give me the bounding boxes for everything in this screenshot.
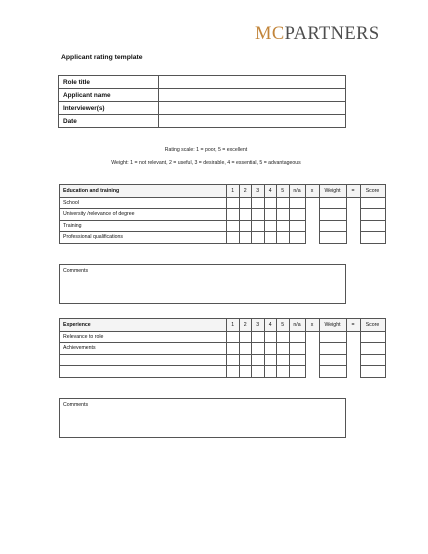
section-heading: Education and training [60,185,227,198]
weight-cell[interactable] [319,343,346,355]
rating-cell[interactable] [264,220,277,232]
rating-cell[interactable] [264,209,277,221]
rating-cell[interactable] [239,343,252,355]
weight-cell[interactable] [319,220,346,232]
rating-cell[interactable] [239,366,252,378]
rating-cell[interactable] [227,220,240,232]
info-row [59,115,346,128]
col-2: 2 [239,185,252,198]
comments-box[interactable] [59,264,346,304]
info-label: Date [59,115,159,128]
table-row [60,354,386,366]
rating-cell[interactable] [277,331,290,343]
col-1: 1 [227,319,240,332]
spacer-cell [346,331,360,343]
score-cell[interactable] [360,366,385,378]
na-cell[interactable] [289,209,305,221]
rating-cell[interactable] [227,331,240,343]
page-title: Applicant rating template [61,54,143,61]
spacer-cell [346,220,360,232]
criterion-label: University /relevance of degree [60,209,227,221]
equals-sign: = [346,185,360,198]
rating-scale-note: Rating scale: 1 = poor, 5 = excellent [164,147,248,153]
info-row [59,102,346,115]
multiply-sign: x [305,185,319,198]
rating-cell[interactable] [239,232,252,244]
weight-scale-note: Weight: 1 = not relevant, 2 = useful, 3 = desirable, 4 = essential, 5 = advantageous [111,160,301,166]
spacer-cell [305,209,319,221]
score-cell[interactable] [360,343,385,355]
table-row [60,366,386,378]
rating-cell[interactable] [252,232,265,244]
applicant-info-table [58,75,346,128]
spacer-cell [305,366,319,378]
col-2: 2 [239,319,252,332]
rating-cell[interactable] [252,197,265,209]
rating-cell[interactable] [264,366,277,378]
col-score: Score [360,185,385,198]
col-weight: Weight [319,319,346,332]
na-cell[interactable] [289,232,305,244]
table-header-row [60,185,386,198]
table-row [60,197,386,209]
na-cell[interactable] [289,220,305,232]
col-4: 4 [264,319,277,332]
spacer-cell [346,343,360,355]
criterion-label: Training [60,220,227,232]
rating-cell[interactable] [227,232,240,244]
rating-cell[interactable] [252,220,265,232]
rating-cell[interactable] [264,354,277,366]
rating-cell[interactable] [227,354,240,366]
rating-cell[interactable] [277,220,290,232]
rating-cell[interactable] [252,331,265,343]
criterion-label: Professional qualifications [60,232,227,244]
col-5: 5 [277,185,290,198]
comments-label: Comments [63,268,89,274]
spacer-cell [305,343,319,355]
score-cell[interactable] [360,331,385,343]
info-value-field[interactable] [159,102,346,115]
weight-cell[interactable] [319,354,346,366]
rating-cell[interactable] [277,354,290,366]
rating-cell[interactable] [277,366,290,378]
weight-cell[interactable] [319,197,346,209]
col-1: 1 [227,185,240,198]
col-score: Score [360,319,385,332]
col-4: 4 [264,185,277,198]
na-cell[interactable] [289,331,305,343]
spacer-cell [346,197,360,209]
rating-cell[interactable] [277,343,290,355]
info-row [59,89,346,102]
education-rating-table [59,184,386,244]
table-row [60,209,386,221]
table-row [60,331,386,343]
na-cell[interactable] [289,366,305,378]
rating-cell[interactable] [227,366,240,378]
col-na: n/a [289,185,305,198]
spacer-cell [305,197,319,209]
table-row [60,232,386,244]
weight-cell[interactable] [319,331,346,343]
weight-cell[interactable] [319,232,346,244]
rating-cell[interactable] [277,209,290,221]
rating-cell[interactable] [239,354,252,366]
rating-cell[interactable] [239,331,252,343]
rating-cell[interactable] [264,331,277,343]
na-cell[interactable] [289,343,305,355]
rating-cell[interactable] [227,343,240,355]
na-cell[interactable] [289,197,305,209]
criterion-label[interactable] [60,366,227,378]
multiply-sign: x [305,319,319,332]
score-cell[interactable] [360,220,385,232]
score-cell[interactable] [360,232,385,244]
spacer-cell [305,232,319,244]
na-cell[interactable] [289,354,305,366]
info-row [59,76,346,89]
col-3: 3 [252,319,265,332]
spacer-cell [305,331,319,343]
spacer-cell [346,209,360,221]
rating-cell[interactable] [252,354,265,366]
weight-cell[interactable] [319,209,346,221]
rating-cell[interactable] [264,197,277,209]
table-row [60,343,386,355]
info-value-field[interactable] [159,76,346,89]
rating-cell[interactable] [277,232,290,244]
spacer-cell [305,354,319,366]
col-3: 3 [252,185,265,198]
criterion-label: School [60,197,227,209]
spacer-cell [346,232,360,244]
rating-cell[interactable] [239,209,252,221]
rating-cell[interactable] [227,197,240,209]
rating-cell[interactable] [239,197,252,209]
rating-cell[interactable] [239,220,252,232]
rating-cell[interactable] [252,366,265,378]
equals-sign: = [346,319,360,332]
section-heading: Experience [60,319,227,332]
spacer-cell [346,354,360,366]
info-label: Role title [59,76,159,89]
info-label: Interviewer(s) [59,102,159,115]
info-value-field[interactable] [159,89,346,102]
rating-cell[interactable] [264,343,277,355]
criterion-label[interactable] [60,354,227,366]
criterion-label: Relevance to role [60,331,227,343]
weight-cell[interactable] [319,366,346,378]
score-cell[interactable] [360,197,385,209]
criterion-label: Achievements [60,343,227,355]
comments-box[interactable] [59,398,346,438]
rating-cell[interactable] [277,197,290,209]
comments-label: Comments [63,402,89,408]
col-5: 5 [277,319,290,332]
table-row [60,220,386,232]
table-header-row [60,319,386,332]
company-logo: MCPARTNERS [255,24,380,44]
col-na: n/a [289,319,305,332]
rating-cell[interactable] [227,209,240,221]
experience-rating-table [59,318,386,378]
rating-cell[interactable] [264,232,277,244]
col-weight: Weight [319,185,346,198]
rating-cell[interactable] [252,343,265,355]
spacer-cell [305,220,319,232]
rating-cell[interactable] [252,209,265,221]
score-cell[interactable] [360,354,385,366]
score-cell[interactable] [360,209,385,221]
spacer-cell [346,366,360,378]
info-label: Applicant name [59,89,159,102]
info-value-field[interactable] [159,115,346,128]
